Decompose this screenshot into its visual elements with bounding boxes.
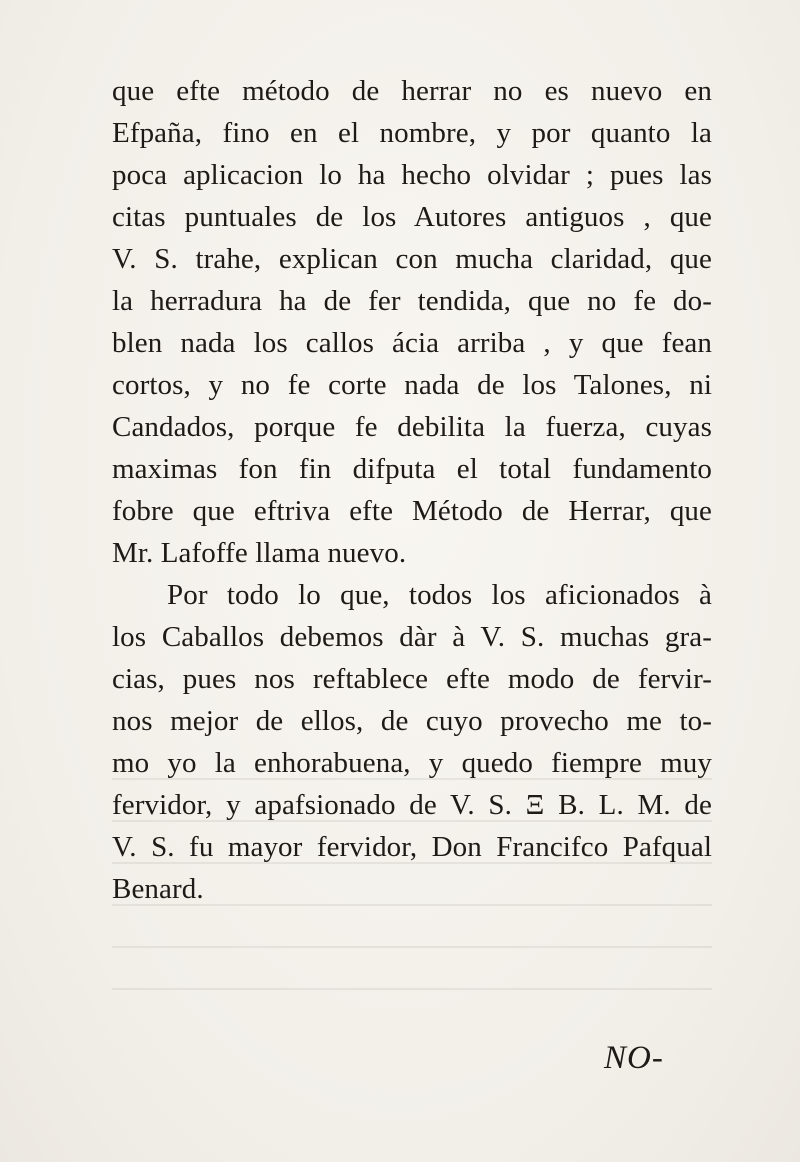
text-line: que efte método de herrar no es nuevo en xyxy=(112,75,712,107)
text-line: fervidor, y apafsionado de V. S. Ξ B. L. M. de xyxy=(112,789,712,821)
paragraph-1 xyxy=(112,70,712,574)
text-line: citas puntuales de los Autores antiguos , que xyxy=(112,201,712,233)
text-line: Por todo lo que, todos los aficionados à xyxy=(167,579,712,611)
text-line: Efpaña, fino en el nombre, y por quanto la xyxy=(112,117,712,149)
text-line: blen nada los callos ácia arriba , y que fean xyxy=(112,327,712,359)
text-line: V. S. trahe, explican con mucha claridad, que xyxy=(112,243,712,275)
text-line: poca aplicacion lo ha hecho olvidar ; pues las xyxy=(112,159,712,191)
text-line: Benard. xyxy=(112,873,204,905)
body-text xyxy=(112,70,712,910)
text-line: cias, pues nos reftablece efte modo de fervir- xyxy=(112,663,712,695)
text-line: fobre que eftriva efte Método de Herrar, que xyxy=(112,495,712,527)
text-line: maximas fon fin difputa el total fundamento xyxy=(112,453,712,485)
text-line: los Caballos debemos dàr à V. S. muchas gra- xyxy=(112,621,712,653)
text-line: Mr. Lafoffe llama nuevo. xyxy=(112,537,407,569)
text-line: Candados, porque fe debilita la fuerza, cuyas xyxy=(112,411,712,443)
text-line: la herradura ha de fer tendida, que no fe do- xyxy=(112,285,712,317)
text-line: V. S. fu mayor fervidor, Don Francifco Pafqual xyxy=(112,831,712,863)
text-line: nos mejor de ellos, de cuyo provecho me to- xyxy=(112,705,712,737)
text-line: cortos, y no fe corte nada de los Talones, ni xyxy=(112,369,712,401)
text-line: mo yo la enhorabuena, y quedo fiempre muy xyxy=(112,747,712,779)
paragraph-2 xyxy=(112,574,712,910)
catchword: NO- xyxy=(604,1040,664,1076)
